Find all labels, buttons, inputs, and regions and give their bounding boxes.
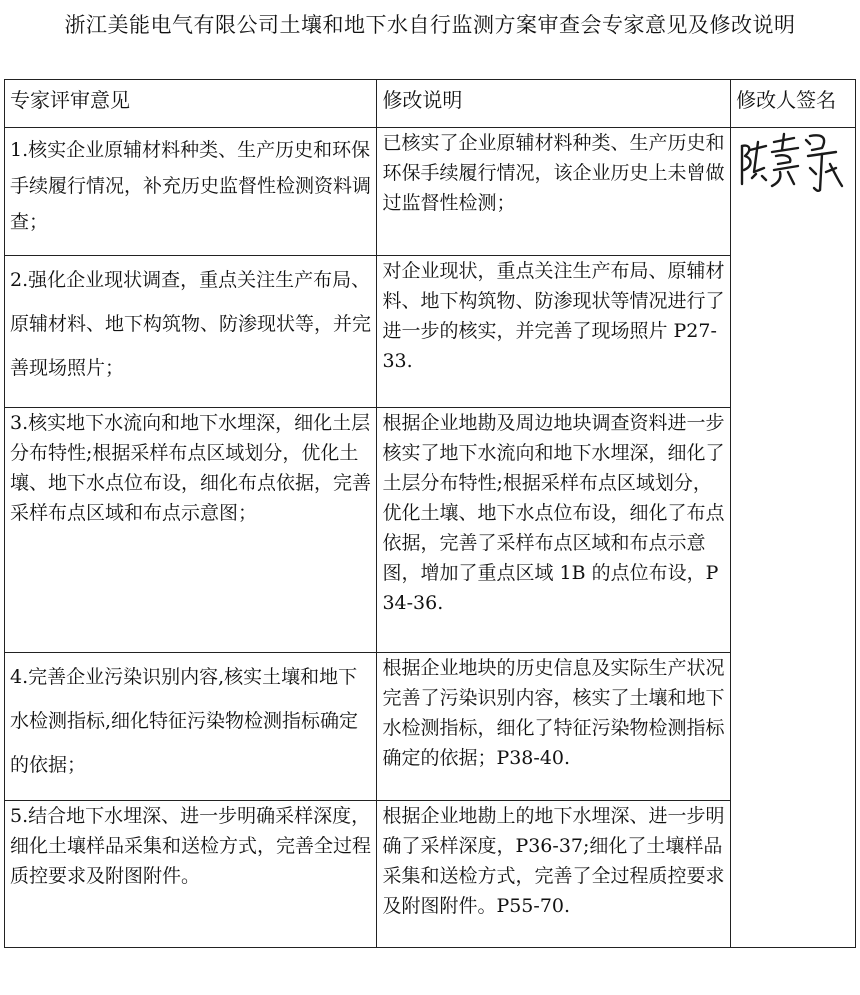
explanation-cell: 已核实了企业原辅材料种类、生产历史和环保手续履行情况，该企业历史上未曾做过监督性检测； [377,128,731,256]
table-row [5,256,856,407]
opinion-cell: 2.强化企业现状调查，重点关注生产布局、原辅材料、地下构筑物、防渗现状等，并完善现场照片； [5,256,377,407]
opinion-cell: 4.完善企业污染识别内容,核实土壤和地下水检测指标,细化特征污染物检测指标确定的依据； [5,653,377,800]
handwritten-signature [736,128,844,198]
opinion-cell: 3.核实地下水流向和地下水埋深，细化土层分布特性;根据采样布点区域划分，优化土壤、地下水点位布设，细化布点依据，完善采样布点区域和布点示意图； [5,407,377,653]
table-row [5,653,856,800]
review-opinions-table [4,79,856,948]
table-header-row [5,80,856,128]
explanation-cell: 根据企业地块的历史信息及实际生产状况完善了污染识别内容，核实了土壤和地下水检测指标，细化了特征污染物检测指标确定的依据；P38-40. [377,653,731,800]
explanation-cell: 对企业现状，重点关注生产布局、原辅材料、地下构筑物、防渗现状等情况进行了进一步的核实，并完善了现场照片 P27-33. [377,256,731,407]
document-title: 浙江美能电气有限公司土壤和地下水自行监测方案审查会专家意见及修改说明 [64,13,796,37]
opinion-cell: 1.核实企业原辅材料种类、生产历史和环保手续履行情况，补充历史监督性检测资料调查； [5,128,377,256]
table-row [5,800,856,947]
explanation-cell: 根据企业地勘上的地下水埋深、进一步明确了采样深度，P36-37;细化了土壤样品采集和送检方式，完善了全过程质控要求及附图附件。P55-70. [377,800,731,947]
table-row [5,128,856,256]
explanation-cell: 根据企业地勘及周边地块调查资料进一步核实了地下水流向和地下水埋深，细化了土层分布特性;根据采样布点区域划分，优化土壤、地下水点位布设，细化了布点依据，完善了采样布点区域和布点示意图，增加了重点区域 1B 的点位布设，P34-36. [377,407,731,653]
signature-cell [731,128,856,948]
header-modification-note: 修改说明 [377,80,731,128]
table-row [5,407,856,653]
opinion-cell: 5.结合地下水埋深、进一步明确采样深度，细化土壤样品采集和送检方式，完善全过程质控要求及附图附件。 [5,800,377,947]
header-expert-opinion: 专家评审意见 [5,80,377,128]
header-modifier-signature: 修改人签名 [731,80,856,128]
